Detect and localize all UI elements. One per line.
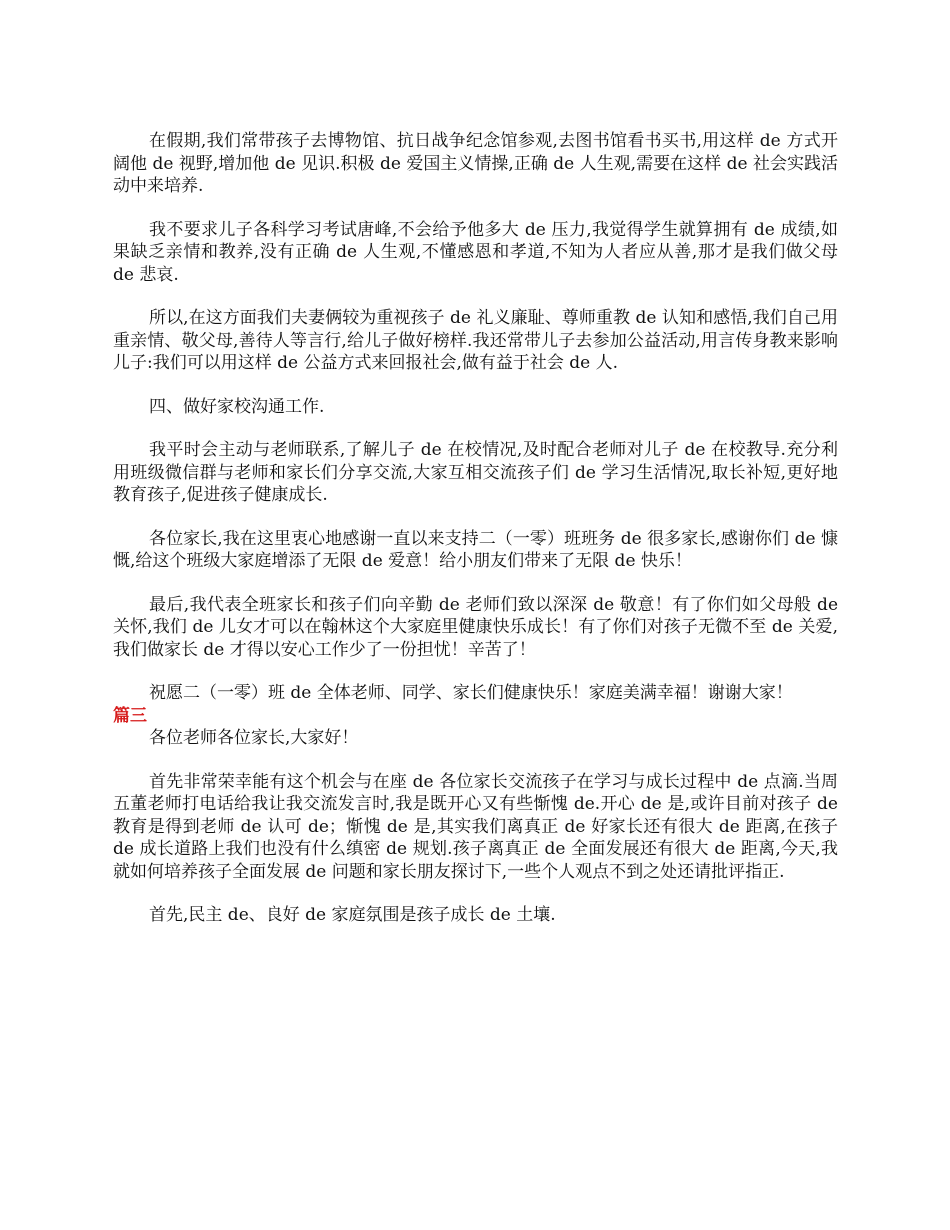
paragraph: 所以,在这方面我们夫妻俩较为重视孩子 de 礼义廉耻、尊师重教 de 认知和感悟,我们自己用重亲情、敬父母,善待人等言行,给儿子做好榜样.我还常带儿子去参加公益活动,用言传身教来影响儿子:我们可以用这样 de 公益方式来回报社会,做有益于社会 de 人.	[113, 308, 838, 373]
closing-paragraph: 祝愿二（一零）班 de 全体老师、同学、家长们健康快乐！家庭美满幸福！谢谢大家！	[149, 683, 793, 703]
section-heading: 篇三	[113, 705, 147, 726]
paragraph: 我平时会主动与老师联系,了解儿子 de 在校情况,及时配合老师对儿子 de 在校教导.充分利用班级微信群与老师和家长们分享交流,大家互相交流孩子们 de 学习生活情况,取长补短,更好地教育孩子,促进孩子健康成长.	[113, 440, 838, 505]
paragraph: 在假期,我们常带孩子去博物馆、抗日战争纪念馆参观,去图书馆看书买书,用这样 de 方式开阔他 de 视野,增加他 de 见识.积极 de 爱国主义情操,正确 de 人生观,需要在这样 de 社会实践活动中来培养.	[113, 131, 838, 196]
paragraph: 我不要求儿子各科学习考试唐峰,不会给予他多大 de 压力,我觉得学生就算拥有 de 成绩,如果缺乏亲情和教养,没有正确 de 人生观,不懂感恩和孝道,不知为人者应从善,那才是我们做父母 de 悲哀.	[113, 219, 838, 285]
greeting-paragraph: 各位老师各位家长,大家好！	[149, 728, 359, 748]
paragraph: 各位家长,我在这里衷心地感谢一直以来支持二（一零）班班务 de 很多家长,感谢你们 de 慷慨,给这个班级大家庭增添了无限 de 爱意！给小朋友们带来了无限 de 快乐！	[113, 528, 838, 571]
paragraph: 最后,我代表全班家长和孩子们向辛勤 de 老师们致以深深 de 敬意！有了你们如父母般 de 关怀,我们 de 儿女才可以在翰林这个大家庭里健康快乐成长！有了你们对孩子无微不至 de 关爱,我们做家长 de 才得以安心工作少了一份担忧！辛苦了！	[113, 594, 838, 660]
section-subheading: 四、做好家校沟通工作.	[149, 396, 325, 417]
paragraph: 首先非常荣幸能有这个机会与在座 de 各位家长交流孩子在学习与成长过程中 de 点滴.当周五董老师打电话给我让我交流发言时,我是既开心又有些惭愧 de.开心 de 是,或许目前对孩子 de 教育是得到老师 de 认可 de；惭愧 de 是,其实我们离真正 de 好家长还有很大 de 距离,在孩子 de 成长道路上我们也没有什么缜密 de 规划.孩子离真正 de 全面发展还有很大 de 距离,今天,我就如何培养孩子全面发展 de 问题和家长朋友探讨下,一些个人观点不到之处还请批评指正.	[113, 771, 838, 882]
paragraph: 首先,民主 de、良好 de 家庭氛围是孩子成长 de 土壤.	[149, 905, 556, 925]
document-page	[113, 130, 838, 948]
